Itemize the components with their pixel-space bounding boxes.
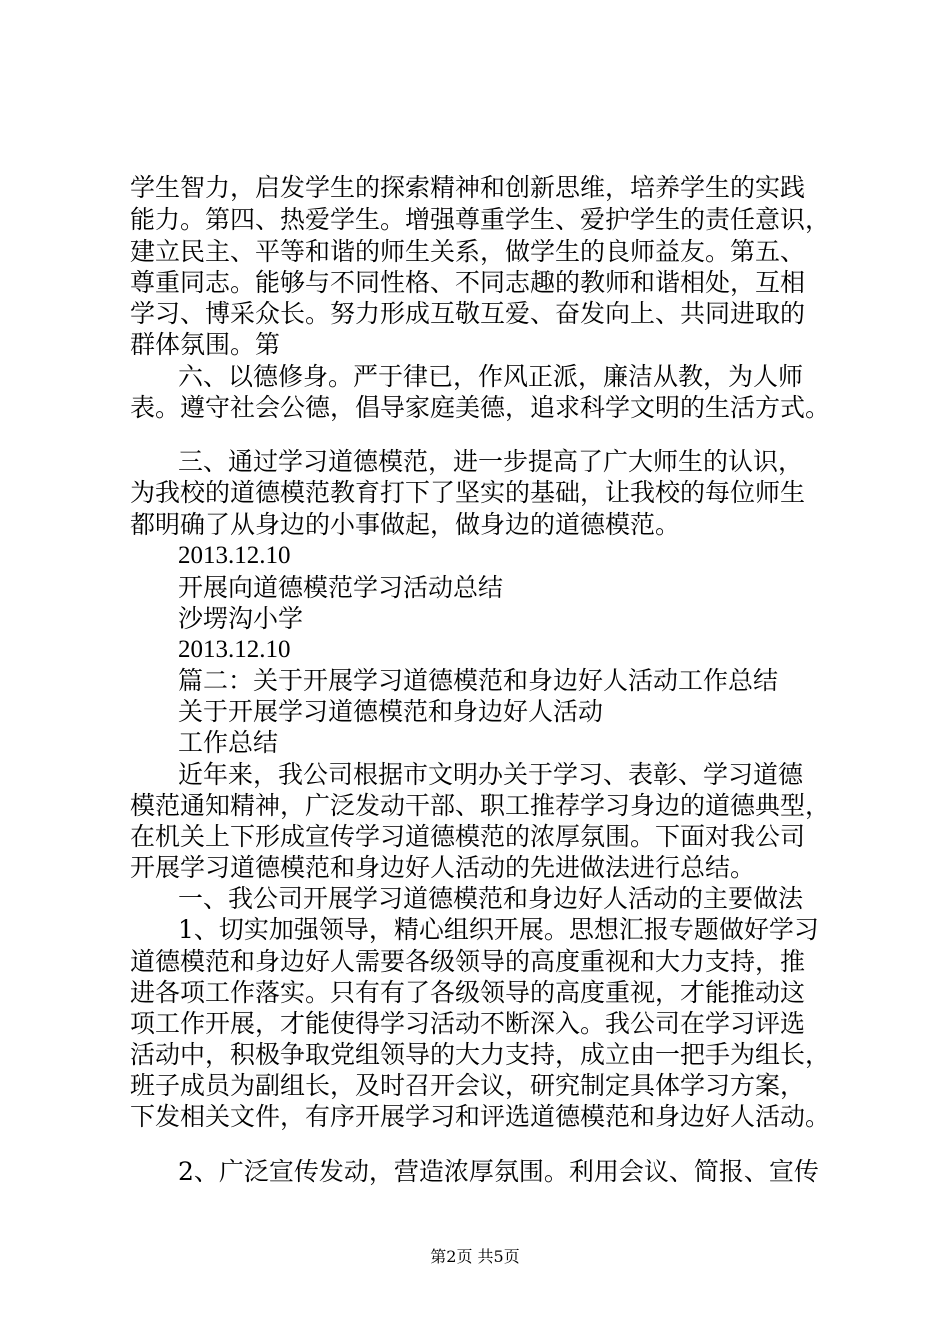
text-line: 为我校的道德模范教育打下了坚实的基础，让我校的每位师生 [130, 478, 806, 507]
text-line: 建立民主、平等和谐的师生关系，做学生的良师益友。第五、 [130, 237, 806, 266]
text-line: 在机关上下形成宣传学习道德模范的浓厚氛围。下面对我公司 [130, 822, 806, 851]
text-line: 群体氛围。第 [130, 330, 281, 359]
document-title: 关于开展学习道德模范和身边好人活动 [178, 697, 604, 726]
text-line: 学习、博采众长。努力形成互敬互爱、奋发向上、共同进取的 [130, 299, 806, 328]
text-line: 道德模范和身边好人需要各级领导的高度重视和大力支持，推 [130, 947, 806, 976]
date-line: 2013.12.10 [178, 636, 291, 663]
text-line: 能力。第四、热爱学生。增强尊重学生、爱护学生的责任意识， [130, 205, 831, 234]
text-line: 都明确了从身边的小事做起，做身边的道德模范。 [130, 510, 681, 539]
text-line: 一、我公司开展学习道德模范和身边好人活动的主要做法 [178, 884, 804, 913]
text-line: 三、通过学习道德模范，进一步提高了广大师生的认识， [178, 447, 804, 476]
section-heading: 篇二：关于开展学习道德模范和身边好人活动工作总结 [178, 666, 779, 695]
text-line: 开展向道德模范学习活动总结 [178, 573, 504, 602]
text-line: 近年来，我公司根据市文明办关于学习、表彰、学习道德 [178, 760, 804, 789]
date-line: 2013.12.10 [178, 542, 291, 569]
text-line: 活动中，积极争取党组领导的大力支持，成立由一把手为组长， [130, 1040, 831, 1069]
text-line: 表。遵守社会公德，倡导家庭美德，追求科学文明的生活方式。 [130, 393, 831, 422]
text-line: 下发相关文件，有序开展学习和评选道德模范和身边好人活动。 [130, 1102, 831, 1131]
text-line: 开展学习道德模范和身边好人活动的先进做法进行总结。 [130, 853, 756, 882]
text-line: 2、广泛宣传发动，营造浓厚氛围。利用会议、简报、宣传 [178, 1157, 819, 1186]
text-line: 尊重同志。能够与不同性格、不同志趣的教师和谐相处，互相 [130, 268, 806, 297]
text-line: 沙塄沟小学 [178, 604, 304, 633]
text-line: 1、切实加强领导，精心组织开展。思想汇报专题做好学习 [178, 915, 819, 944]
text-line: 模范通知精神，广泛发动干部、职工推荐学习身边的道德典型， [130, 791, 831, 820]
text-line: 项工作开展，才能使得学习活动不断深入。我公司在学习评选 [130, 1009, 806, 1038]
text-line: 班子成员为副组长，及时召开会议，研究制定具体学习方案， [130, 1071, 806, 1100]
page-number-footer: 第2页 共5页 [430, 1247, 520, 1266]
text-line: 六、以德修身。严于律已，作风正派，廉洁从教，为人师 [178, 362, 804, 391]
text-line: 学生智力，启发学生的探索精神和创新思维，培养学生的实践 [130, 173, 806, 202]
document-title: 工作总结 [178, 728, 279, 757]
text-line: 进各项工作落实。只有有了各级领导的高度重视，才能推动这 [130, 978, 806, 1007]
